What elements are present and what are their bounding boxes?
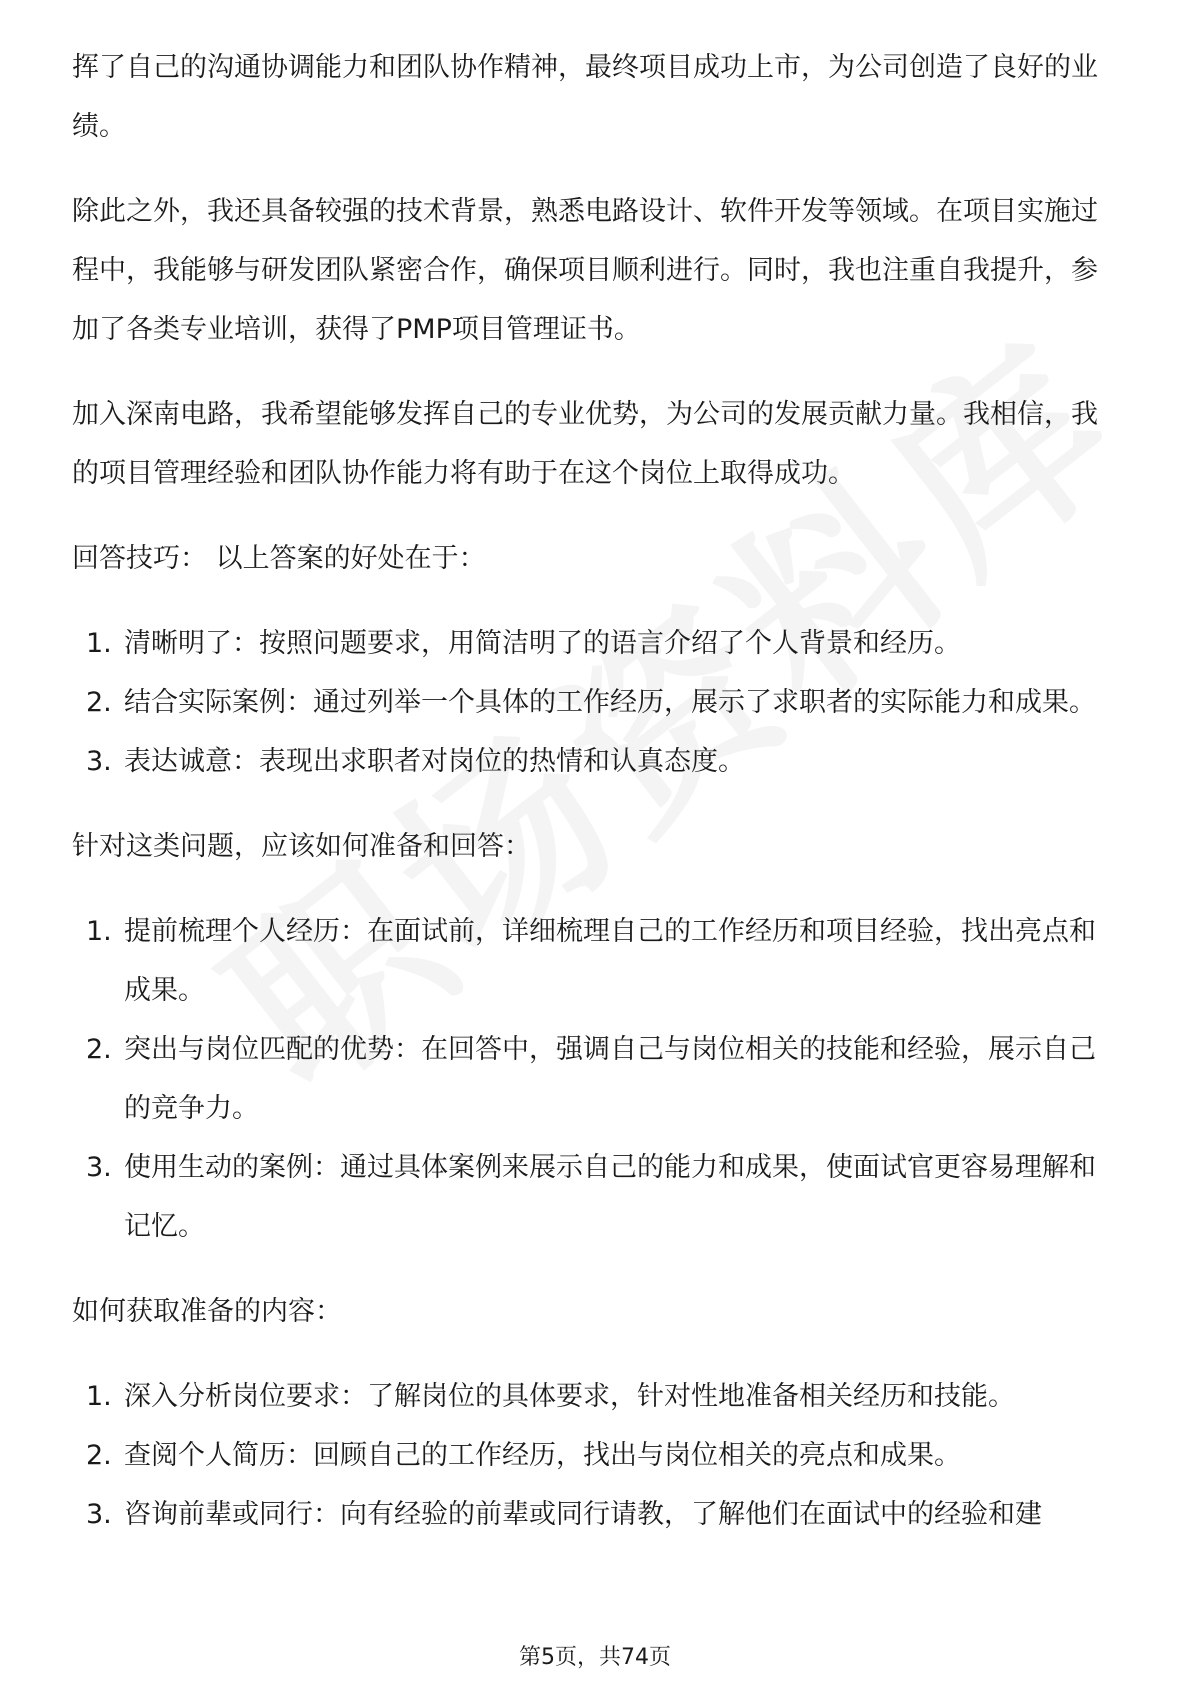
list-item-text: 结合实际案例：通过列举一个具体的工作经历，展示了求职者的实际能力和成果。 — [124, 687, 1096, 718]
section-heading: 针对这类问题，应该如何准备和回答： — [72, 831, 531, 862]
list-item-text: 使用生动的案例：通过具体案例来展示自己的能力和成果，使面试官更容易理解和记忆。 — [124, 1152, 1096, 1242]
list-number: 3. — [86, 1499, 112, 1530]
numbered-list — [72, 902, 1122, 1256]
list-number: 1. — [86, 916, 112, 947]
list-number: 1. — [86, 628, 112, 659]
numbered-list — [72, 614, 1122, 791]
list-item-text: 咨询前辈或同行：向有经验的前辈或同行请教，了解他们在面试中的经验和建 — [124, 1499, 1042, 1530]
list-number: 2. — [86, 1034, 112, 1065]
list-item-text: 表达诚意：表现出求职者对岗位的热情和认真态度。 — [124, 746, 745, 777]
list-item — [72, 1138, 1122, 1256]
list-item-text: 查阅个人简历：回顾自己的工作经历，找出与岗位相关的亮点和成果。 — [124, 1440, 961, 1471]
list-item — [72, 732, 1122, 791]
paragraph: 加入深南电路，我希望能够发挥自己的专业优势，为公司的发展贡献力量。我相信，我的项目管理经验和团队协作能力将有助于在这个岗位上取得成功。 — [72, 399, 1098, 489]
list-item — [72, 1485, 1122, 1544]
list-item-text: 提前梳理个人经历：在面试前，详细梳理自己的工作经历和项目经验，找出亮点和成果。 — [124, 916, 1096, 1006]
list-number: 2. — [86, 687, 112, 718]
list-item — [72, 1426, 1122, 1485]
list-item-text: 突出与岗位匹配的优势：在回答中，强调自己与岗位相关的技能和经验，展示自己的竞争力。 — [124, 1034, 1096, 1124]
list-item-text: 深入分析岗位要求：了解岗位的具体要求，针对性地准备相关经历和技能。 — [124, 1381, 1015, 1412]
list-item — [72, 1020, 1122, 1138]
document-body — [72, 38, 1122, 1570]
list-number: 2. — [86, 1440, 112, 1471]
numbered-list — [72, 1367, 1122, 1544]
list-item — [72, 1367, 1122, 1426]
list-number: 1. — [86, 1381, 112, 1412]
list-number: 3. — [86, 746, 112, 777]
list-item — [72, 673, 1122, 732]
paragraph: 除此之外，我还具备较强的技术背景，熟悉电路设计、软件开发等领域。在项目实施过程中，我能够与研发团队紧密合作，确保项目顺利进行。同时，我也注重自我提升，参加了各类专业培训，获得了PMP项目管理证书。 — [72, 196, 1098, 345]
list-item — [72, 902, 1122, 1020]
list-item-text: 清晰明了：按照问题要求，用简洁明了的语言介绍了个人背景和经历。 — [124, 628, 961, 659]
section-heading: 回答技巧： 以上答案的好处在于： — [72, 543, 486, 574]
page-footer: 第5页，共74页 — [519, 1645, 671, 1670]
list-item — [72, 614, 1122, 673]
list-number: 3. — [86, 1152, 112, 1183]
section-heading: 如何获取准备的内容： — [72, 1296, 342, 1327]
paragraph: 挥了自己的沟通协调能力和团队协作精神，最终项目成功上市，为公司创造了良好的业绩。 — [72, 52, 1098, 142]
